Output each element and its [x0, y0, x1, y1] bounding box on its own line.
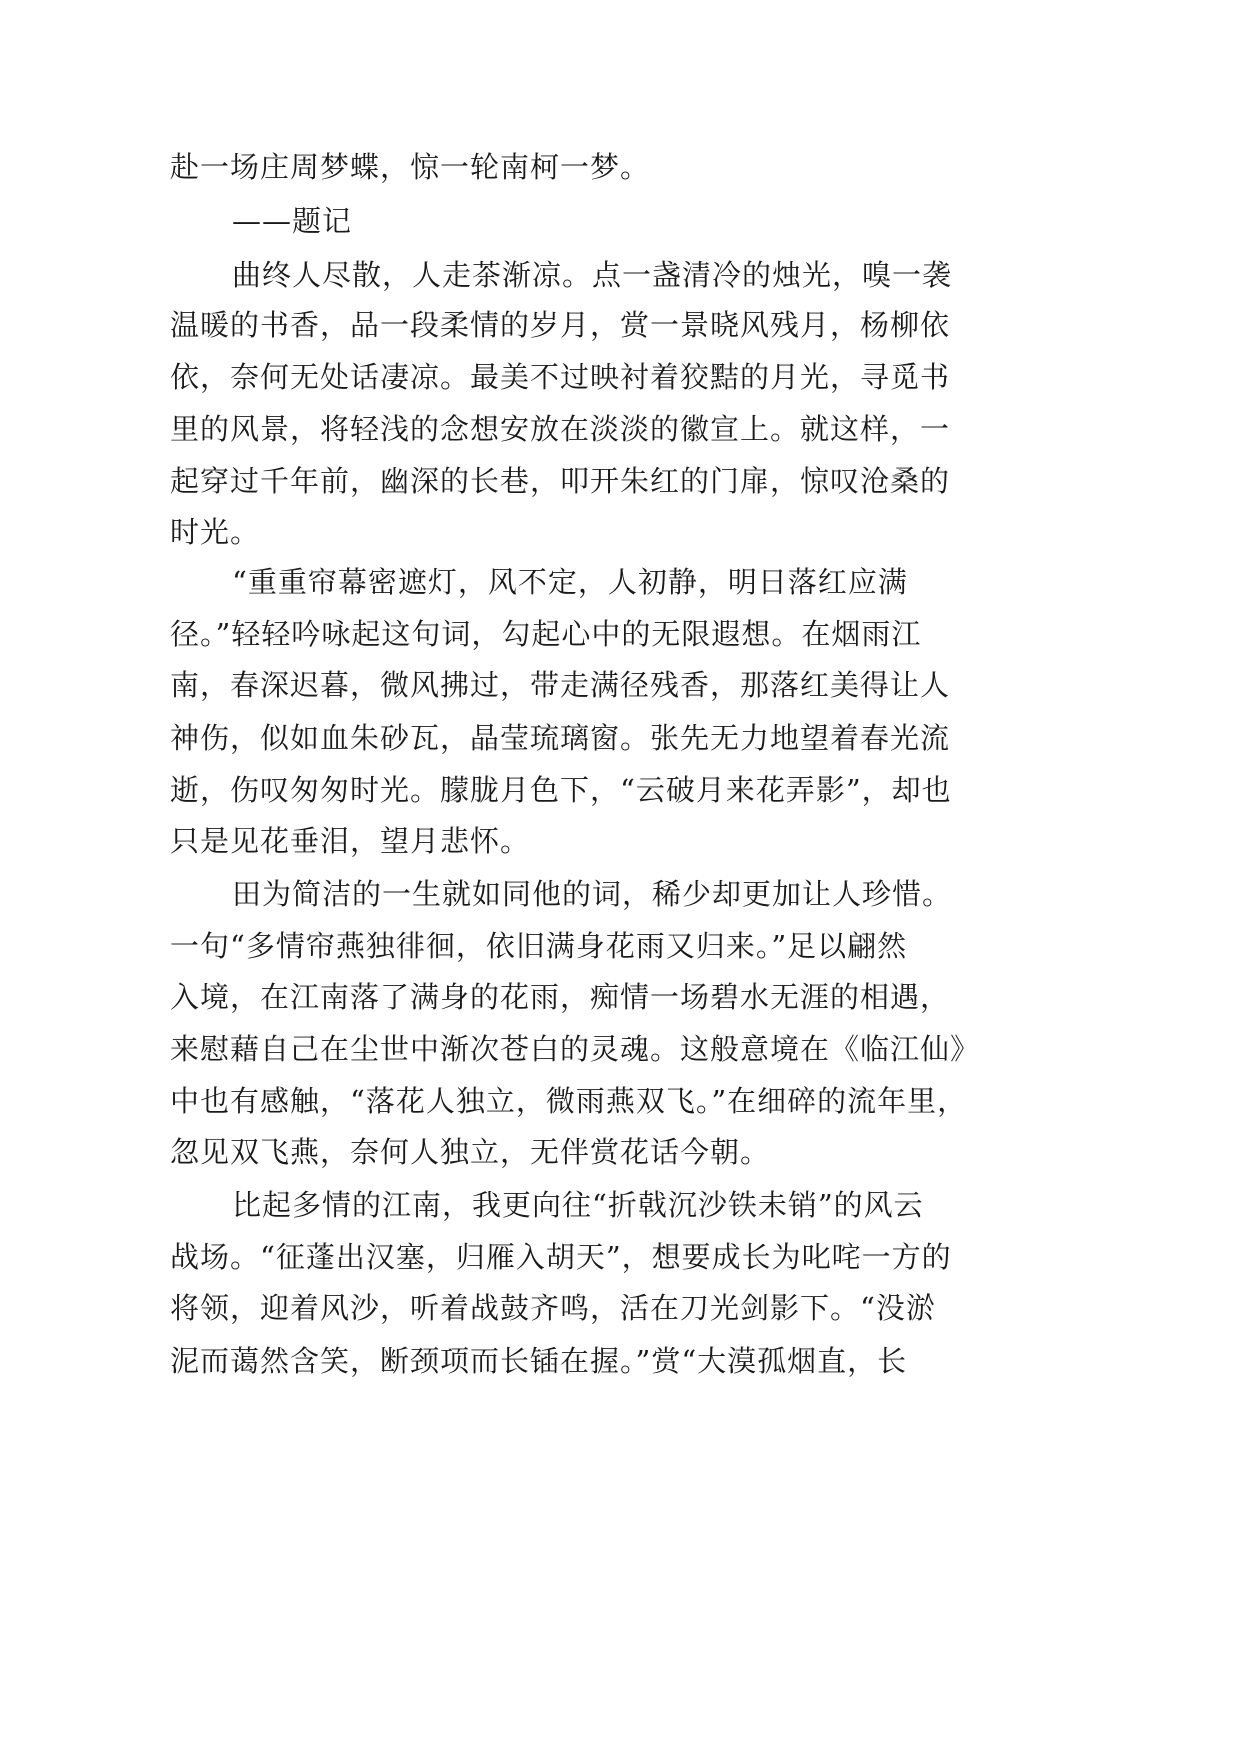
text-line-11: 南，春深迟暮，微风拂过，带走满径残香，那落红美得让人 [170, 668, 951, 702]
text-line-2: ——题记 [232, 204, 353, 238]
text-line-19: 中也有感触，“落花人独立，微雨燕双飞。”在细碎的流年里， [170, 1084, 968, 1118]
text-line-21: 比起多情的江南，我更向往“折戟沉沙铁未销”的风云 [232, 1188, 924, 1222]
text-line-16: 一句“多情帘燕独徘徊，依旧满身花雨又归来。”足以翩然 [170, 929, 908, 963]
text-line-20: 忽见双飞燕，奈何人独立，无伴赏花话今朝。 [170, 1135, 771, 1169]
text-line-13: 逝，伤叹匆匆时光。朦胧月色下，“云破月来花弄影”，却也 [170, 773, 952, 807]
text-line-15: 田为简洁的一生就如同他的词，稀少却更加让人珍惜。 [232, 877, 953, 911]
text-line-4: 温暖的书香，品一段柔情的岁月，赏一景晓风残月，杨柳依 [170, 308, 951, 342]
text-line-23: 将领，迎着风沙，听着战鼓齐鸣，活在刀光剑影下。“没淤 [170, 1291, 936, 1325]
text-line-22: 战场。“征蓬出汉塞，归雁入胡天”，想要成长为叱咤一方的 [170, 1240, 952, 1274]
text-line-8: 时光。 [170, 515, 261, 549]
text-line-5: 依，奈何无处话凄凉。最美不过映衬着狡黠的月光，寻觅书 [170, 360, 951, 394]
text-line-12: 神伤，似如血朱砂瓦，晶莹琉璃窗。张先无力地望着春光流 [170, 721, 951, 755]
text-line-1: 赴一场庄周梦蝶，惊一轮南柯一梦。 [170, 150, 651, 184]
text-line-17: 入境，在江南落了满身的花雨，痴情一场碧水无涯的相遇， [170, 980, 951, 1014]
text-line-14: 只是见花垂泪，望月悲怀。 [170, 824, 531, 858]
text-line-9: “重重帘幕密遮灯，风不定，人初静，明日落红应满 [232, 565, 908, 599]
text-line-24: 泥而蔼然含笑，断颈项而长锸在握。”赏“大漠孤烟直，长 [170, 1344, 908, 1378]
text-line-10: 径。”轻轻吟咏起这句词，勾起心中的无限遐想。在烟雨江 [170, 617, 922, 651]
text-line-7: 起穿过千年前，幽深的长巷，叩开朱红的门扉，惊叹沧桑的 [170, 464, 951, 498]
text-line-18: 来慰藉自己在尘世中渐次苍白的灵魂。这般意境在《临江仙》 [170, 1032, 981, 1066]
text-line-3: 曲终人尽散，人走茶渐凉。点一盏清冷的烛光，嗅一袭 [232, 258, 953, 292]
text-line-6: 里的风景，将轻浅的念想安放在淡淡的徽宣上。就这样，一 [170, 412, 951, 446]
